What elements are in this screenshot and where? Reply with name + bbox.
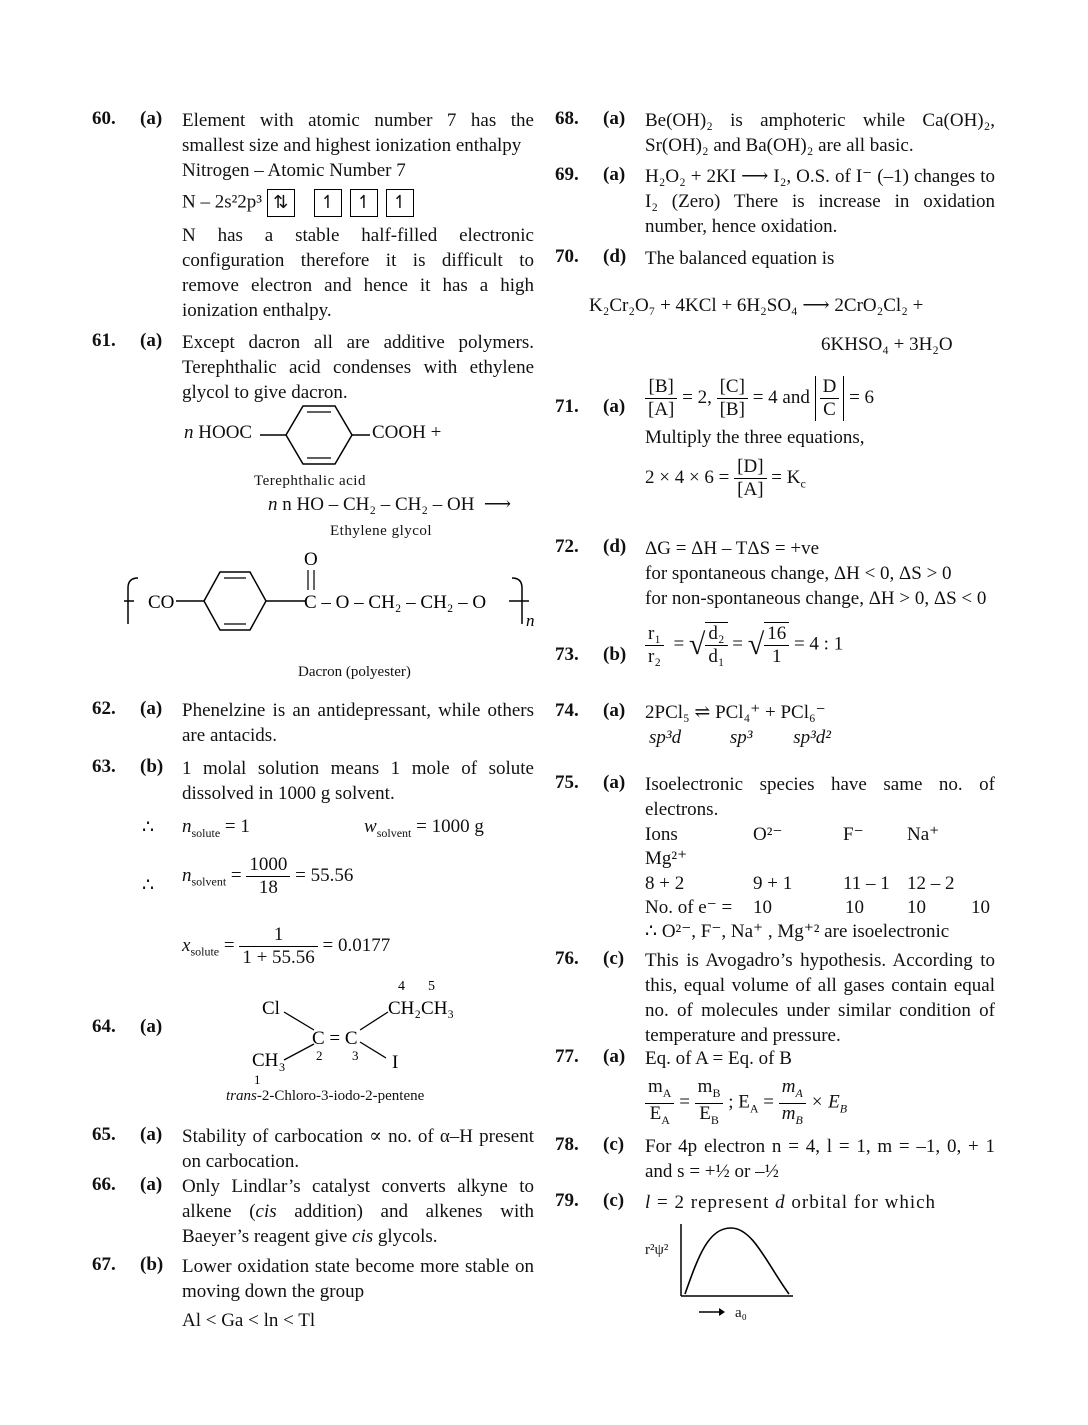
dacron-co: CO <box>148 592 175 613</box>
answer-option: (a) <box>603 108 626 129</box>
therefore-symbol-2: ∴ <box>142 875 155 896</box>
dacron-label: Dacron (polyester) <box>298 664 411 680</box>
question-65 <box>92 1124 534 1174</box>
question-number: 70. <box>555 246 579 267</box>
question-number: 72. <box>555 536 579 557</box>
w-solvent: $w_{solvent} = 1000$ g <box>364 816 484 840</box>
tere-left-group: n HOOC <box>184 422 253 443</box>
question-number: 78. <box>555 1134 579 1155</box>
glycol-equation: n n HO – CH₂ – CH₂ – OH ⟶ <box>268 494 512 515</box>
svg-text:4: 4 <box>398 979 405 994</box>
equation-line-1: K₂Cr₂O₇ + 4KCl + 6H₂SO₄ ⟶ 2CrO₂Cl₂ + <box>589 295 924 316</box>
answer-option: (b) <box>140 756 164 777</box>
answer-option: (a) <box>140 1174 163 1195</box>
graph-ylabel: r²ψ² <box>645 1242 669 1258</box>
question-number: 64. <box>92 1016 116 1037</box>
question-63 <box>92 756 534 976</box>
hybridisation-row: sp³d sp³ sp³d² <box>649 727 831 748</box>
equation-line-2: 6KHSO₄ + 3H₂O <box>821 334 953 355</box>
answer-text: Element with atomic number 7 has the smallest size and highest ionization enthalpy <box>182 110 534 156</box>
electron-calc-row: 8 + 2 9 + 1 11 – 1 12 – 2 <box>645 873 955 894</box>
question-number: 67. <box>92 1254 116 1275</box>
answer-option: (a) <box>140 1124 163 1145</box>
answer-text: 1 molal solution means 1 mole of solute dissolved in 1000 g solvent. <box>182 758 534 804</box>
answer-text: l = 2 represent d orbital for which <box>645 1192 937 1213</box>
orbital-box-2p-2: ↿ <box>350 189 378 217</box>
answer-option: (a) <box>140 1016 163 1037</box>
answer-text: Stability of carbocation ∝ no. of α–H present on carbocation. <box>182 1126 534 1172</box>
answer-option: (d) <box>603 246 627 267</box>
answer-text: For 4p electron n = 4, l = 1, m = –1, 0, + 1 and s = +½ or –½ <box>645 1136 995 1182</box>
svg-text:I: I <box>392 1052 399 1073</box>
question-68 <box>555 108 995 164</box>
left-column <box>92 108 534 1334</box>
electron-config <box>182 189 534 223</box>
svg-text:2: 2 <box>316 1048 323 1063</box>
answer-text: The balanced equation is <box>645 248 835 269</box>
equation: 2PCl₅ ⇌ PCl₄⁺ + PCl₆⁻ <box>645 702 826 723</box>
answer-text-line2: Nitrogen – Atomic Number 7 <box>182 160 406 181</box>
question-number: 68. <box>555 108 579 129</box>
svg-text:O: O <box>304 549 318 570</box>
question-60 <box>92 108 534 330</box>
answer-text: Only Lindlar’s catalyst converts alkyne to alkene (cis addition) and alkenes with Baeyer’s reagent give cis glycols. <box>182 1176 534 1247</box>
ratio-equations: $\frac{[B]}{[A]}$ = 2, $\frac{[C]}{[B]}$ = 4 and $\frac{D}{C}$ = 6 <box>645 376 995 421</box>
graph-xlabel: a₀ <box>735 1305 747 1321</box>
answer-option: (a) <box>603 1046 626 1067</box>
svg-text:3: 3 <box>279 1060 285 1074</box>
tere-right-group: COOH + <box>372 422 442 443</box>
pentene-structure <box>252 976 472 1087</box>
question-66 <box>92 1174 534 1254</box>
question-number: 62. <box>92 698 116 719</box>
n-solvent-eq: $n_{solvent}$ = $\frac{1000}{18}$ = 55.56 <box>182 854 354 898</box>
svg-text:CH₂CH₃: CH₂CH₃ <box>388 998 455 1019</box>
question-69 <box>555 164 995 246</box>
question-number: 61. <box>92 330 116 351</box>
answer-option: (a) <box>140 108 163 129</box>
line-3: for non-spontaneous change, ΔH > 0, ΔS < 0 <box>645 588 987 609</box>
answer-option: (d) <box>603 536 627 557</box>
line-1: ΔG = ΔH – TΔS = +ve <box>645 538 820 559</box>
question-62 <box>92 698 534 756</box>
answer-option: (c) <box>603 1190 625 1211</box>
question-number: 76. <box>555 948 579 969</box>
answer-text: Phenelzine is an antidepressant, while others are antacids. <box>182 700 534 746</box>
svg-text:CH: CH <box>252 1050 279 1071</box>
svg-text:n: n <box>526 611 535 630</box>
graham-equation: $\frac{\text{r₁}}{\text{r₂}}$ = √ $\frac{\text{d₂}}{\text{d₁}}$ = √ $\frac{16}{1}$ = 4 : 1 <box>645 622 995 668</box>
question-71 <box>555 376 995 536</box>
question-number: 69. <box>555 164 579 185</box>
right-column <box>555 108 995 1330</box>
answer-text: Lower oxidation state become more stable on moving down the group <box>182 1256 534 1302</box>
question-number: 77. <box>555 1046 579 1067</box>
electron-count-row: No. of e⁻ = 10 10 10 10 <box>645 897 990 918</box>
question-77 <box>555 1046 995 1134</box>
therefore-symbol: ∴ <box>142 817 155 838</box>
orbital-box-2p-3: ↿ <box>386 189 414 217</box>
answer-option: (a) <box>140 698 163 719</box>
orbital-box-2s: ⇅ <box>267 189 295 217</box>
line-2: for spontaneous change, ΔH < 0, ΔS > 0 <box>645 563 952 584</box>
question-79 <box>555 1190 995 1330</box>
answer-option: (a) <box>603 396 626 417</box>
answer-option: (a) <box>603 772 626 793</box>
question-74 <box>555 700 995 772</box>
answer-option: (a) <box>603 164 626 185</box>
question-61 <box>92 330 534 698</box>
terephthalic-label: Terephthalic acid <box>254 473 366 489</box>
question-number: 73. <box>555 644 579 665</box>
question-number: 60. <box>92 108 116 129</box>
x-solute-eq: $x_{solute}$ = $\frac{1}{1 + 55.56}$ = 0.0177 <box>182 924 391 968</box>
orbital-box-2p-1: ↿ <box>314 189 342 217</box>
question-72 <box>555 536 995 622</box>
question-number: 63. <box>92 756 116 777</box>
question-70 <box>555 246 995 376</box>
glycol-label: Ethylene glycol <box>330 523 433 539</box>
answer-text: Isoelectronic species have same no. of electrons. <box>645 774 995 820</box>
question-76 <box>555 948 995 1046</box>
svg-text:C = C: C = C <box>312 1028 358 1049</box>
answer-option: (c) <box>603 948 625 969</box>
question-64 <box>92 976 534 1124</box>
question-75 <box>555 772 995 948</box>
question-78 <box>555 1134 995 1190</box>
equivalent-equation: $\frac{m_A}{E_A}$ = $\frac{m_B}{E_B}$ ; $E_A$ = $\frac{m_A}{m_B}$ × $E_B$ <box>645 1077 995 1130</box>
answer-text: H₂O₂ + 2KI ⟶ I₂, O.S. of I⁻ (–1) changes to I₂ (Zero) There is increase in oxidation number, hence oxidation. <box>645 166 995 237</box>
question-73 <box>555 622 995 700</box>
question-number: 71. <box>555 396 579 417</box>
answer-option: (b) <box>140 1254 164 1275</box>
answer-text-2: N has a stable half-filled electronic configuration therefore it is difficult to remove electron and hence it has a high ionization enthalpy. <box>182 225 534 321</box>
question-number: 66. <box>92 1174 116 1195</box>
answer-text: Eq. of A = Eq. of B <box>645 1048 792 1069</box>
answer-text: Except dacron all are additive polymers. Terephthalic acid condenses with ethylene glycol to give dacron. <box>182 332 534 403</box>
answer-text: Multiply the three equations, <box>645 427 865 448</box>
svg-text:5: 5 <box>428 979 435 994</box>
answer-option: (b) <box>603 644 627 665</box>
compound-name: trans-2-Chloro-3-iodo-2-pentene <box>226 1088 425 1104</box>
order-text: Al < Ga < ln < Tl <box>182 1310 316 1331</box>
question-67 <box>92 1254 534 1334</box>
answer-option: (c) <box>603 1134 625 1155</box>
question-number: 79. <box>555 1190 579 1211</box>
svg-text:3: 3 <box>352 1048 359 1063</box>
svg-text:C – O – CH₂ – CH₂ – O: C – O – CH₂ – CH₂ – O <box>304 592 487 613</box>
dacron-structure <box>114 548 554 658</box>
answer-option: (a) <box>603 700 626 721</box>
benzene-ring-1 <box>260 400 370 470</box>
mg-ion: Mg²⁺ <box>645 848 688 869</box>
ions-header: Ions O²⁻ F⁻ Na⁺ <box>645 824 940 845</box>
config-label: N – 2s²2p³ <box>182 191 263 213</box>
answer-option: (a) <box>140 330 163 351</box>
conclusion: ∴ O²⁻, F⁻, Na⁺ , Mg⁺² are isoelectronic <box>645 921 950 942</box>
answer-text: This is Avogadro’s hypothesis. According to this, equal volume of all gases contain equal no. of molecules under similar condition of temperature and pressure. <box>645 950 995 1046</box>
question-number: 74. <box>555 700 579 721</box>
svg-text:1: 1 <box>254 1072 261 1087</box>
answer-text: Be(OH)₂ is amphoteric while Ca(OH)₂, Sr(OH)₂ and Ba(OH)₂ are all basic. <box>645 110 995 156</box>
n-solute: $n_{solute} = 1$ <box>182 816 250 840</box>
svg-text:Cl: Cl <box>262 998 280 1019</box>
question-number: 65. <box>92 1124 116 1145</box>
kc-equation: 2 × 4 × 6 = $\frac{[D]}{[A]}$ = $K_c$ <box>645 456 806 500</box>
question-number: 75. <box>555 772 579 793</box>
